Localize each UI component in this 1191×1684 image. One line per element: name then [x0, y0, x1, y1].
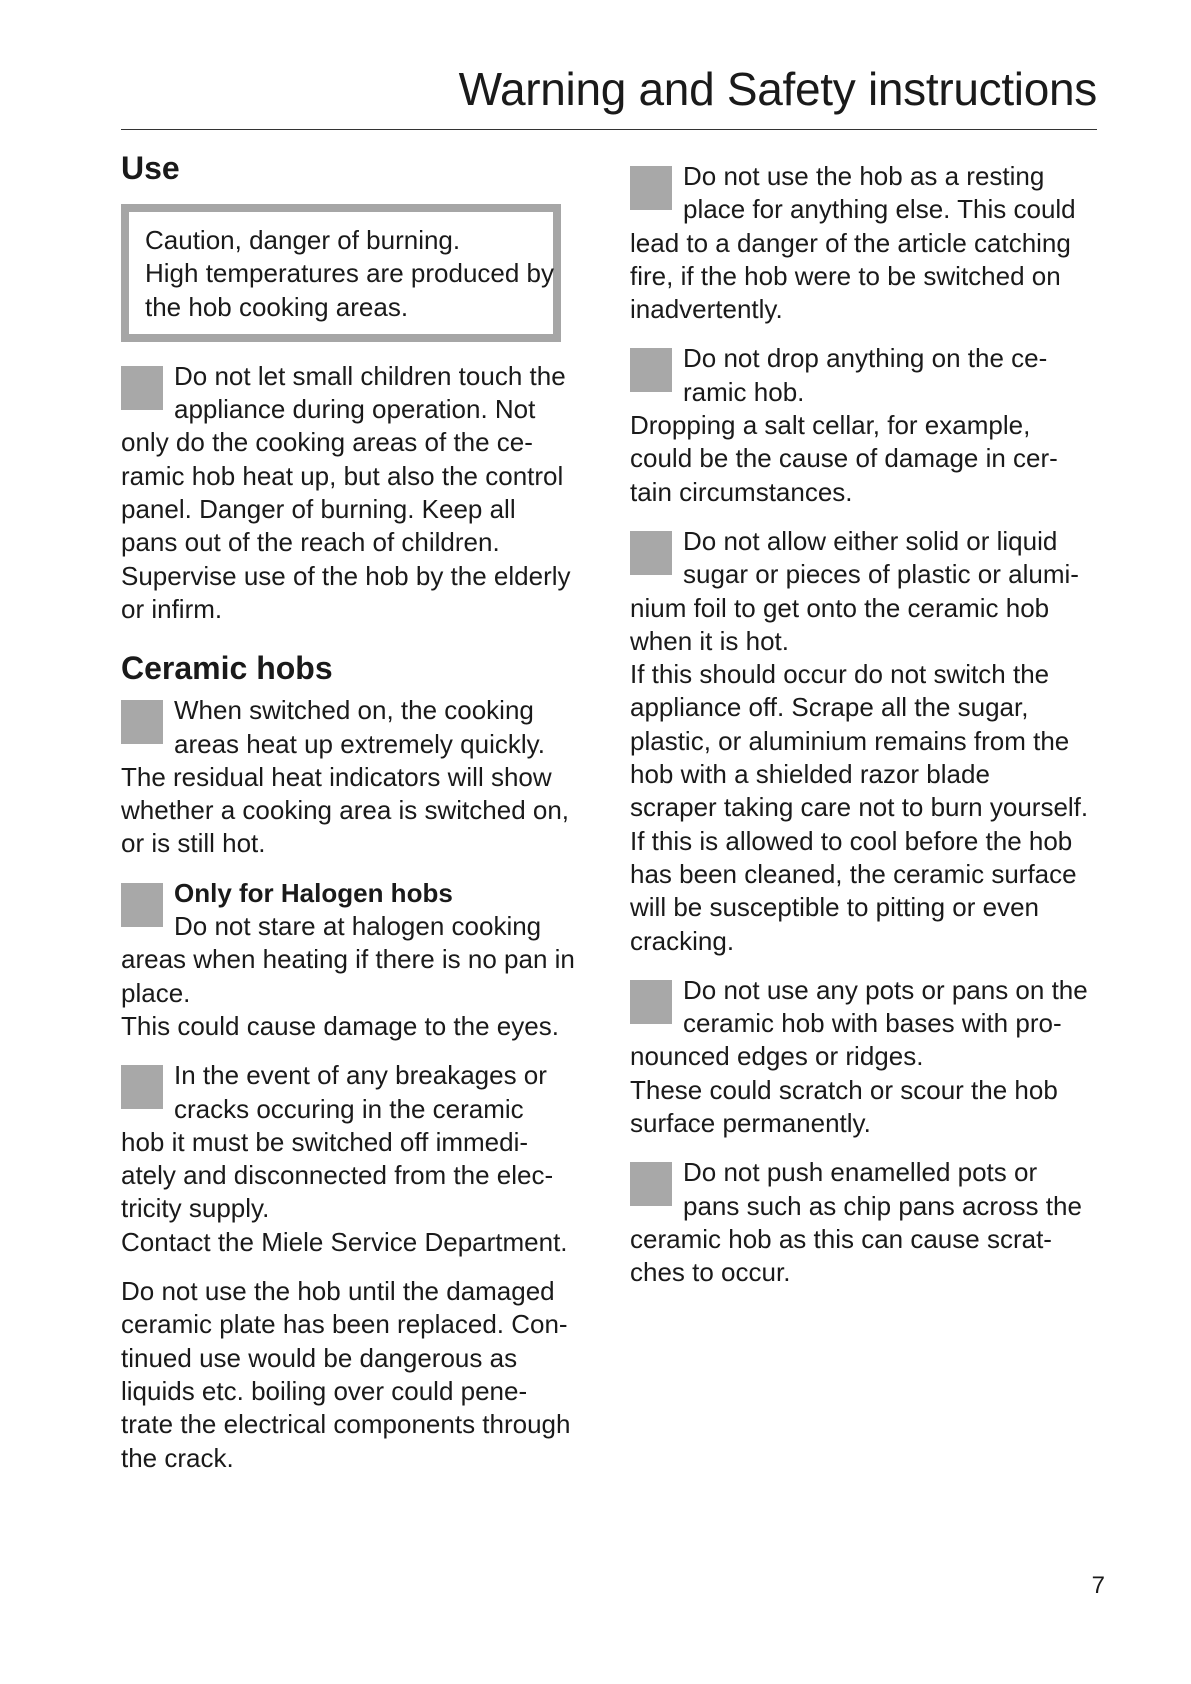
caution-box: [121, 204, 561, 342]
text-line: areas heat up extremely quickly.: [174, 728, 545, 759]
text-line: nounced edges or ridges.: [630, 1041, 924, 1072]
bullet-square-icon: [630, 531, 672, 575]
text-line: or is still hot.: [121, 828, 266, 859]
text-line: ramic hob.: [683, 376, 805, 407]
text-line: ches to occur.: [630, 1257, 791, 1288]
text-line: when it is hot.: [630, 625, 789, 656]
text-line: This could cause damage to the eyes.: [121, 1010, 559, 1041]
text-line: appliance off. Scrape all the sugar,: [630, 692, 1029, 723]
text-line: cracking.: [630, 925, 735, 956]
text-line: Do not use the hob as a resting: [683, 161, 1045, 191]
text-line: tricity supply.: [121, 1193, 270, 1224]
text-line: will be susceptible to pitting or even: [630, 892, 1040, 923]
text-line: plastic, or aluminium remains from the: [630, 725, 1070, 756]
warning-item-enamelled-pots: [630, 1156, 1110, 1289]
bullet-square-icon: [121, 1065, 163, 1109]
text-line: place for anything else. This could: [683, 194, 1076, 225]
warning-item-halogen: [121, 877, 601, 1043]
text-line: or infirm.: [121, 593, 223, 624]
text-line: ceramic plate has been replaced. Con-: [121, 1309, 568, 1340]
text-line: the crack.: [121, 1442, 234, 1473]
text-line: trate the electrical components through: [121, 1409, 571, 1440]
text-line: pans out of the reach of children.: [121, 527, 500, 558]
warning-item-drop: [630, 342, 1110, 508]
text-line: could be the cause of damage in cer-: [630, 443, 1058, 474]
warning-item-heat-up: [121, 694, 601, 860]
text-line: If this should occur do not switch the: [630, 659, 1050, 690]
page-title: Warning and Safety instructions: [458, 63, 1097, 115]
text-line: The residual heat indicators will show: [121, 761, 552, 792]
bullet-square-icon: [121, 883, 163, 927]
caution-line: High temperatures are produced by: [145, 258, 555, 289]
bullet-square-icon: [121, 700, 163, 744]
caution-line: Caution, danger of burning.: [145, 225, 461, 255]
text-line: Do not stare at halogen cooking: [174, 911, 542, 942]
caution-line: the hob cooking areas.: [145, 291, 409, 322]
text-line: Dropping a salt cellar, for example,: [630, 410, 1031, 441]
right-column: [630, 160, 1110, 1306]
text-line: Do not let small children touch the: [174, 360, 566, 391]
text-line: tinued use would be dangerous as: [121, 1342, 518, 1373]
text-line: Contact the Miele Service Department.: [121, 1226, 568, 1257]
section-heading-use: Use: [121, 150, 180, 186]
text-line: If this is allowed to cool before the hob: [630, 825, 1073, 856]
left-column: [121, 148, 601, 1491]
text-line: sugar or pieces of plastic or alumi-: [683, 559, 1079, 590]
text-line: cracks occuring in the ceramic: [174, 1093, 524, 1124]
bullet-square-icon: [121, 366, 163, 410]
text-line: place.: [121, 977, 191, 1008]
bullet-square-icon: [630, 166, 672, 210]
text-line: panel. Danger of burning. Keep all: [121, 494, 516, 525]
text-line: appliance during operation. Not: [174, 394, 536, 425]
paragraph-damaged-plate: [121, 1275, 601, 1475]
warning-item-children: [121, 360, 601, 626]
item-subheading: Only for Halogen hobs: [174, 877, 453, 908]
text-line: liquids etc. boiling over could pene-: [121, 1375, 528, 1406]
text-line: scraper taking care not to burn yourself.: [630, 792, 1089, 823]
text-line: has been cleaned, the ceramic surface: [630, 858, 1077, 889]
text-line: lead to a danger of the article catching: [630, 227, 1071, 258]
page-number: 7: [1091, 1572, 1105, 1599]
text-line: Do not allow either solid or liquid: [683, 525, 1058, 556]
text-line: Supervise use of the hob by the elderly: [121, 560, 571, 591]
text-line: ceramic hob as this can cause scrat-: [630, 1223, 1052, 1254]
text-line: areas when heating if there is no pan in: [121, 944, 575, 975]
bullet-square-icon: [630, 348, 672, 392]
section-heading-ceramic-hobs: Ceramic hobs: [121, 650, 333, 687]
text-line: Do not use the hob until the damaged: [121, 1276, 555, 1307]
text-line: Do not use any pots or pans on the: [683, 974, 1088, 1005]
text-line: These could scratch or scour the hob: [630, 1074, 1058, 1105]
text-line: tain circumstances.: [630, 476, 853, 507]
text-line: only do the cooking areas of the ce-: [121, 427, 533, 458]
text-line: ately and disconnected from the elec-: [121, 1160, 554, 1191]
text-line: nium foil to get onto the ceramic hob: [630, 592, 1050, 623]
text-line: Do not drop anything on the ce-: [683, 343, 1048, 374]
text-line: ramic hob heat up, but also the control: [121, 460, 564, 491]
text-line: fire, if the hob were to be switched on: [630, 260, 1061, 291]
text-line: whether a cooking area is switched on,: [121, 795, 570, 826]
text-line: inadvertently.: [630, 294, 783, 325]
bullet-square-icon: [630, 980, 672, 1024]
text-line: surface permanently.: [630, 1108, 871, 1139]
bullet-square-icon: [630, 1162, 672, 1206]
text-line: When switched on, the cooking: [174, 695, 534, 726]
text-line: hob with a shielded razor blade: [630, 759, 990, 790]
text-line: pans such as chip pans across the: [683, 1190, 1082, 1221]
text-line: Do not push enamelled pots or: [683, 1157, 1038, 1188]
warning-item-sugar: [630, 525, 1110, 958]
warning-item-ridged-pans: [630, 974, 1110, 1140]
text-line: hob it must be switched off immedi-: [121, 1126, 529, 1157]
warning-item-breakages: [121, 1059, 601, 1259]
header-divider: [121, 129, 1097, 130]
warning-item-resting-place: [630, 160, 1110, 326]
text-line: ceramic hob with bases with pro-: [683, 1008, 1062, 1039]
text-line: In the event of any breakages or: [174, 1060, 547, 1091]
